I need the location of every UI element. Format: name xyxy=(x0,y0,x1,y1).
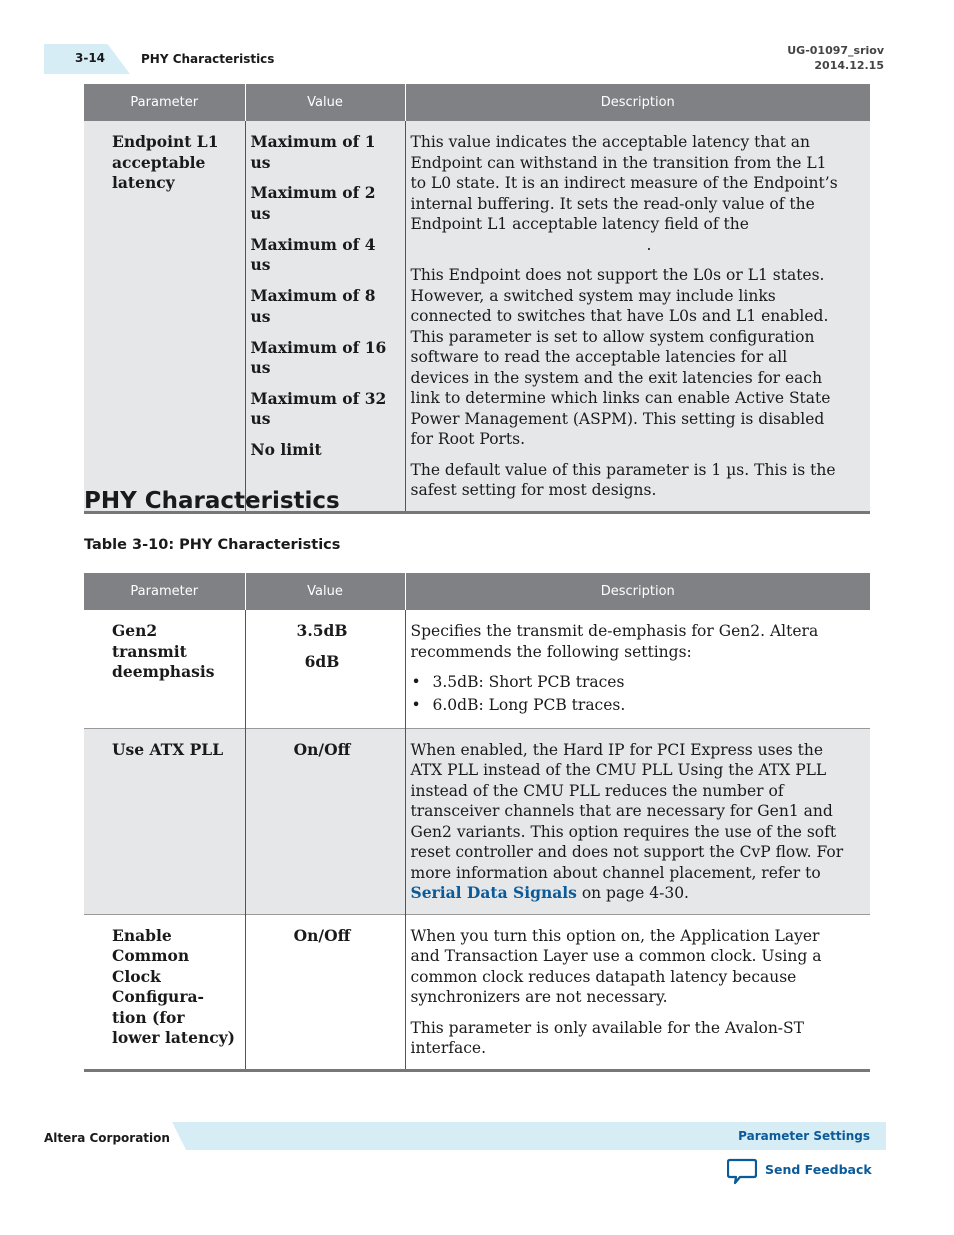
value-option: Maximum of 4 us xyxy=(250,234,376,275)
description-paragraph: When you turn this option on, the Application Layer and Transaction Layer use a common clock. Using a common clock reduces datapath latency because synchronizers are not necessary. xyxy=(410,926,822,1006)
param-description xyxy=(405,914,870,1070)
table-caption: Table 3-10: PHY Characteristics xyxy=(84,537,341,553)
param-value: On/Off xyxy=(245,728,405,914)
chapter-link[interactable]: Parameter Settings xyxy=(738,1129,870,1143)
param-name: Use ATX PLL xyxy=(84,728,245,914)
table-header-row xyxy=(84,84,870,121)
description-paragraph: The default value of this parameter is 1 µs. This is the safest setting for most designs. xyxy=(410,460,836,499)
company-name: Altera Corporation xyxy=(44,1131,170,1145)
table-row xyxy=(84,914,870,1070)
column-header-parameter: Parameter xyxy=(84,84,245,121)
doc-info xyxy=(787,43,884,73)
value-option: 3.5dB xyxy=(296,621,348,640)
param-description: When enabled, the Hard IP for PCI Express uses the ATX PLL instead of the CMU PLL Using the ATX PLL instead of the CMU PLL reduces the number of transceiver channels that are necessary for Gen1 and Gen2 variants. This option requires the use of the soft reset controller and does not support the CvP flow. For more information about channel placement, refer to Serial Data Signals on page 4-30. xyxy=(405,728,870,914)
param-description xyxy=(405,610,870,728)
value-option: Maximum of 2 us xyxy=(250,183,376,223)
send-feedback-link[interactable]: Send Feedback xyxy=(765,1162,872,1177)
param-description xyxy=(405,121,870,512)
param-value: On/Off xyxy=(245,914,405,1070)
description-paragraph: This value indicates the acceptable latency that an Endpoint can withstand in the transition from the L1 to L0 state. It is an indirect measure of the Endpoint’s internal buffering. It sets the read-only value of the Endpoint L1 acceptable latency field of the. xyxy=(410,133,838,254)
speech-bubble-icon[interactable] xyxy=(727,1158,757,1186)
section-heading: PHY Characteristics xyxy=(84,488,340,514)
bullet-list xyxy=(411,672,845,715)
value-option: Maximum of 8 us xyxy=(250,286,376,326)
column-header-value: Value xyxy=(245,84,405,121)
value-list xyxy=(245,610,405,728)
column-header-parameter: Parameter xyxy=(84,573,245,610)
table-row xyxy=(84,610,870,728)
serial-data-signals-link[interactable]: Serial Data Signals xyxy=(410,883,577,902)
param-name: Enable Common Clock Configura-tion (for lower latency) xyxy=(84,914,245,1070)
running-section-title: PHY Characteristics xyxy=(141,52,275,66)
page-number: 3-14 xyxy=(75,51,106,65)
value-option: Maximum of 1 us xyxy=(250,132,376,172)
description-paragraph: This Endpoint does not support the L0s or L1 states. However, a switched system may include links connected to switches that have L0s and L1 enabled. This parameter is set to allow system configuration software to read the acceptable latencies for all devices in the system and the exit latencies for each link to determine which links can enable Active State Power Management (ASPM). This setting is disabled for Root Ports. xyxy=(410,266,831,448)
doc-date: 2014.12.15 xyxy=(814,59,884,72)
list-item: • 3.5dB: Short PCB traces xyxy=(411,672,845,693)
value-option: Maximum of 16 us xyxy=(250,337,387,378)
table-header-row xyxy=(84,573,870,610)
column-header-description: Description xyxy=(405,84,870,121)
doc-id: UG-01097_sriov xyxy=(787,44,884,57)
table-row xyxy=(84,121,870,512)
value-option: 6dB xyxy=(304,651,340,671)
description-paragraph: This parameter is only available for the Avalon-ST interface. xyxy=(410,1018,804,1057)
value-option: No limit xyxy=(250,440,322,460)
phy-characteristics-table xyxy=(84,573,870,1072)
column-header-description: Description xyxy=(405,573,870,610)
column-header-value: Value xyxy=(245,573,405,610)
description-paragraph: Specifies the transmit de-emphasis for Gen2. Altera recommends the following settings: xyxy=(410,622,819,661)
table-row xyxy=(84,728,870,914)
value-list xyxy=(245,121,405,512)
list-item: • 6.0dB: Long PCB traces. xyxy=(411,695,845,716)
value-option: Maximum of 32 us xyxy=(250,388,387,429)
param-name: Gen2 transmit deemphasis xyxy=(112,621,215,681)
parameter-table-continued xyxy=(84,84,870,514)
param-name: Endpoint L1 acceptable latency xyxy=(84,121,245,512)
